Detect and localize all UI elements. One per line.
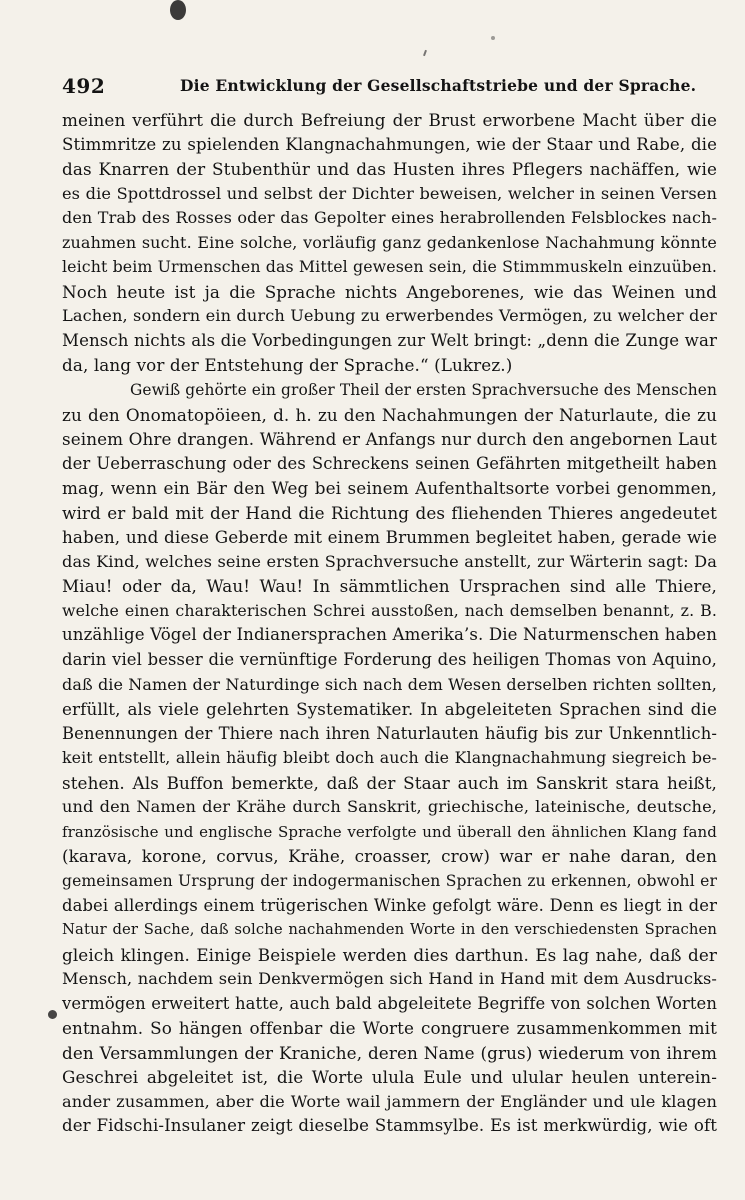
text-line: meinen verführt die durch Befreiung der Brust erworbene Macht über die <box>62 110 717 130</box>
text-line: Miau! oder da, Wau! Wau! In sämmtlichen Ursprachen sind alle Thiere, <box>62 576 717 597</box>
text-line: zuahmen sucht. Eine solche, vorläufig ganz gedankenlose Nachahmung könnte <box>62 232 717 252</box>
text-line: Gewiß gehörte ein großer Theil der ersten Sprachversuche des Menschen <box>130 381 717 400</box>
text-line: zu den Onomatopöieen, d. h. zu den Nachahmungen der Naturlaute, die zu <box>62 404 717 425</box>
ink-smudge <box>48 1010 57 1019</box>
text-line: gemeinsamen Ursprung der indogermanischen Sprachen zu erkennen, obwohl er <box>62 871 717 890</box>
text-line: da, lang vor der Entstehung der Sprache.“ (Lukrez.) <box>62 355 513 376</box>
text-line: das Kind, welches seine ersten Sprachversuche anstellt, zur Wärterin sagt: Da <box>62 551 717 571</box>
page-number: 492 <box>62 74 106 98</box>
text-line: Geschrei abgeleitet ist, die Worte ulula Eule und ulular heulen unterein- <box>62 1067 717 1088</box>
page-header <box>62 72 715 98</box>
text-line: Natur der Sache, daß solche nachahmenden Worte in den verschiedensten Sprachen <box>62 921 717 939</box>
text-line: Mensch nichts als die Vorbedingungen zur Welt bringt: „denn die Zunge war <box>62 330 717 350</box>
text-line: Benennungen der Thiere nach ihren Naturlauten häufig bis zur Unkenntlich- <box>62 723 717 743</box>
text-line: wird er bald mit der Hand die Richtung des fliehenden Thieres angedeutet <box>62 502 717 523</box>
text-line: dabei allerdings einem trügerischen Winke gefolgt wäre. Denn es liegt in der <box>62 895 717 915</box>
ink-smudge <box>170 0 186 20</box>
text-line: den Versammlungen der Kraniche, deren Name (grus) wiederum von ihrem <box>62 1042 717 1063</box>
text-line: unzählige Vögel der Indianersprachen Amerika’s. Die Naturmenschen haben <box>62 625 717 645</box>
text-line: Stimmritze zu spielenden Klangnachahmungen, wie der Staar und Rabe, die <box>62 134 717 154</box>
text-line: daß die Namen der Naturdinge sich nach dem Wesen derselben richten sollten, <box>62 674 717 694</box>
text-line: mag, wenn ein Bär den Weg bei seinem Aufenthaltsorte vorbei genommen, <box>62 478 717 499</box>
text-line: der Ueberraschung oder des Schreckens seinen Gefährten mitgetheilt haben <box>62 453 717 473</box>
text-line: vermögen erweitert hatte, auch bald abgeleitete Begriffe von solchen Worten <box>62 993 717 1013</box>
text-line: entnahm. So hängen offenbar die Worte congruere zusammenkommen mit <box>62 1018 717 1039</box>
text-line: darin viel besser die vernünftige Forderung des heiligen Thomas von Aquino, <box>62 650 717 670</box>
text-line: stehen. Als Buffon bemerkte, daß der Staar auch im Sanskrit stara heißt, <box>62 772 717 793</box>
running-head: Die Entwicklung der Gesellschaftstriebe und der Sprache. <box>180 76 697 95</box>
text-line: Mensch, nachdem sein Denkvermögen sich Hand in Hand mit dem Ausdrucks- <box>62 969 717 989</box>
text-line: (karava, korone, corvus, Krähe, croasser, crow) war er nahe daran, den <box>62 846 717 867</box>
text-line: und den Namen der Krähe durch Sanskrit, griechische, lateinische, deutsche, <box>62 797 717 817</box>
text-line: französische und englische Sprache verfolgte und überall den ähnlichen Klang fand <box>62 822 717 841</box>
text-line: gleich klingen. Einige Beispiele werden dies darthun. Es lag nahe, daß der <box>62 944 717 965</box>
text-line: Noch heute ist ja die Sprache nichts Angeborenes, wie das Weinen und <box>62 281 717 302</box>
text-line: welche einen charakterischen Schrei ausstoßen, nach demselben benannt, z. B. <box>62 600 717 620</box>
text-line: es die Spottdrossel und selbst der Dichter beweisen, welcher in seinen Versen <box>62 183 717 203</box>
ink-fleck <box>423 50 427 56</box>
text-line: keit entstellt, allein häufig bleibt doch auch die Klangnachahmung siegreich be- <box>62 748 717 768</box>
text-line: leicht beim Urmenschen das Mittel gewesen sein, die Stimmmuskeln einzuüben. <box>62 257 717 277</box>
text-line: seinem Ohre drangen. Während er Anfangs nur durch den angebornen Laut <box>62 429 717 450</box>
text-line: haben, und diese Geberde mit einem Brummen begleitet haben, gerade wie <box>62 527 717 548</box>
text-line: das Knarren der Stubenthür und das Husten ihres Pflegers nachäffen, wie <box>62 159 717 180</box>
ink-speck <box>491 36 495 40</box>
text-line: Lachen, sondern ein durch Uebung zu erwerbendes Vermögen, zu welcher der <box>62 306 717 326</box>
body-text <box>62 108 717 1139</box>
text-line: den Trab des Rosses oder das Gepolter eines herabrollenden Felsblockes nach- <box>62 208 717 228</box>
text-line: ander zusammen, aber die Worte wail jammern der Engländer und ule klagen <box>62 1091 717 1111</box>
text-line: erfüllt, als viele gelehrten Systematiker. In abgeleiteten Sprachen sind die <box>62 699 717 720</box>
text-line: der Fidschi-Insulaner zeigt dieselbe Stammsylbe. Es ist merkwürdig, wie oft <box>62 1116 717 1136</box>
